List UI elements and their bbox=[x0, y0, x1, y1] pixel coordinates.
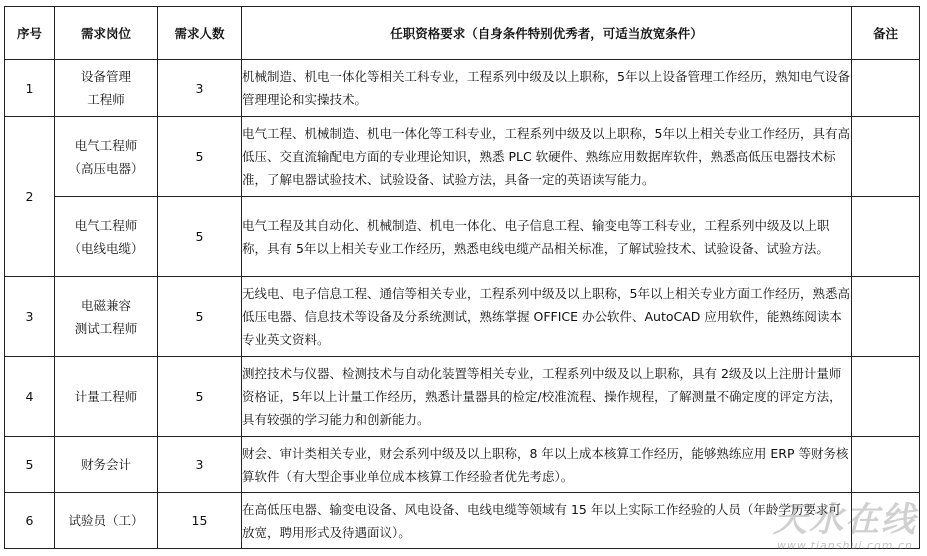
row-count: 5 bbox=[158, 277, 242, 357]
row-requirements: 无线电、电子信息工程、通信等相关专业，工程系列中级及以上职称，5年以上相关专业方面工作经历，熟悉高低压电器、信息技术等设备及分系统测试，熟练掌握 OFFICE 办公软件、AutoCAD 应用软件，能熟练阅读本专业英文资料。 bbox=[242, 277, 852, 357]
row-seq: 4 bbox=[5, 357, 55, 437]
row-requirements: 在高低压电器、输变电设备、风电设备、电线电缆等领域有 15 年以上实际工作经验的人员（年龄学历要求可放宽，聘用形式及待遇面议）。 bbox=[242, 493, 852, 549]
row-remarks bbox=[852, 437, 920, 493]
row-position bbox=[55, 493, 158, 549]
row-seq: 1 bbox=[5, 60, 55, 117]
row-count: 5 bbox=[158, 117, 242, 197]
row-remarks bbox=[852, 357, 920, 437]
position-line: 电气工程师 bbox=[74, 217, 138, 233]
position-line: 测试工程师 bbox=[74, 320, 138, 336]
header-requirements: 任职资格要求（自身条件特别优秀者，可适当放宽条件） bbox=[242, 7, 852, 60]
row-requirements: 财会、审计类相关专业，财会系列中级及以上职称，8 年以上成本核算工作经历，能够熟练应用 ERP 等财务核算软件（有大型企事业单位成本核算工作经验者优先考虑）。 bbox=[242, 437, 852, 493]
row-remarks bbox=[852, 493, 920, 549]
table-row bbox=[5, 357, 920, 437]
row-position bbox=[55, 197, 158, 277]
header-seq: 序号 bbox=[5, 7, 55, 60]
row-requirements: 电气工程、机械制造、机电一体化等工科专业，工程系列中级及以上职称，5年以上相关专业工作经历，具有高低压、交直流输配电方面的专业理论知识，熟悉 PLC 软硬件、熟练应用数据库软件，熟悉高低压电器技术标准，了解电器试验技术、试验设备、试验方法，具备一定的英语读写能力。 bbox=[242, 117, 852, 197]
row-seq: 2 bbox=[5, 117, 55, 277]
row-remarks bbox=[852, 60, 920, 117]
header-count: 需求人数 bbox=[158, 7, 242, 60]
row-position bbox=[55, 60, 158, 117]
table-header-row bbox=[5, 7, 920, 60]
row-requirements: 电气工程及其自动化、机械制造、机电一体化、电子信息工程、输变电等工科专业，工程系列中级及以上职称，具有 5年以上相关专业工作经历，熟悉电线电缆产品相关标准，了解试验技术、试验设备、试验方法。 bbox=[242, 197, 852, 277]
position-line: 工程师 bbox=[87, 92, 125, 107]
row-seq: 6 bbox=[5, 493, 55, 549]
row-count: 15 bbox=[158, 493, 242, 549]
requirements-table bbox=[4, 6, 920, 549]
position-line: 财务会计 bbox=[80, 457, 131, 472]
position-line: 电气工程师 bbox=[74, 137, 138, 153]
position-line: （高压电器） bbox=[68, 160, 144, 176]
table-row bbox=[5, 493, 920, 549]
watermark-url: www.tianshui.com.cn bbox=[776, 539, 913, 552]
table-row bbox=[5, 277, 920, 357]
position-line: 设备管理 bbox=[80, 69, 131, 84]
row-requirements: 机械制造、机电一体化等相关工科专业，工程系列中级及以上职称，5年以上设备管理工作经历，熟知电气设备管理理论和实操技术。 bbox=[242, 60, 852, 117]
position-line: 试验员（工） bbox=[68, 513, 144, 528]
position-line: 电磁兼容 bbox=[80, 297, 131, 313]
row-position bbox=[55, 277, 158, 357]
table-row bbox=[5, 60, 920, 117]
row-position bbox=[55, 117, 158, 197]
row-requirements: 测控技术与仪器、检测技术与自动化装置等相关专业，工程系列中级及以上职称，具有 2级及以上注册计量师资格证，5年以上计量工作经历，熟悉计量器具的检定/校准流程、操作规程，了解测量不确定度的评定方法，具有较强的学习能力和创新能力。 bbox=[242, 357, 852, 437]
watermark-logo-text: 天水在线 bbox=[773, 500, 917, 540]
row-position bbox=[55, 437, 158, 493]
header-remarks: 备注 bbox=[852, 7, 920, 60]
row-count: 3 bbox=[158, 437, 242, 493]
table-row bbox=[5, 117, 920, 197]
row-count: 3 bbox=[158, 60, 242, 117]
row-seq: 3 bbox=[5, 277, 55, 357]
row-remarks bbox=[852, 197, 920, 277]
table-row bbox=[5, 197, 920, 277]
header-position: 需求岗位 bbox=[55, 7, 158, 60]
row-count: 5 bbox=[158, 197, 242, 277]
position-line: （电线电缆） bbox=[68, 240, 144, 256]
row-seq: 5 bbox=[5, 437, 55, 493]
row-position bbox=[55, 357, 158, 437]
table-row bbox=[5, 437, 920, 493]
row-remarks bbox=[852, 277, 920, 357]
row-count: 5 bbox=[158, 357, 242, 437]
position-line: 计量工程师 bbox=[74, 389, 138, 404]
row-remarks bbox=[852, 117, 920, 197]
